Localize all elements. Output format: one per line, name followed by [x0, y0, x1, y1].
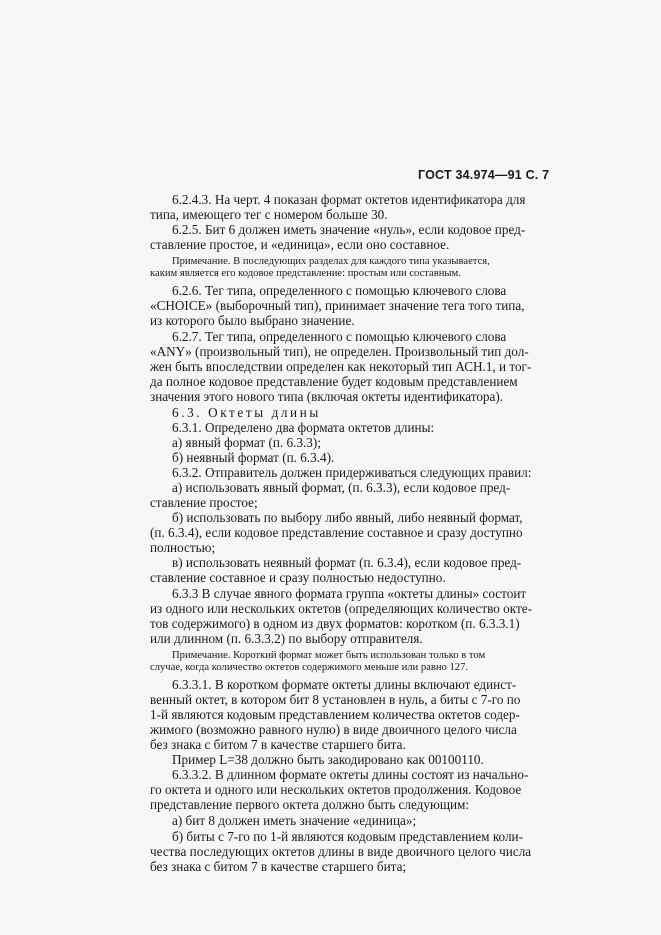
- text-line: 6.3.3 В случае явного формата группа «октеты длины» состоит: [172, 586, 527, 601]
- note-line: каким является его кодовое представление: простым или составным.: [150, 268, 461, 279]
- text-line: венный октет, в котором бит 8 установлен в нуль, а биты с 7-го по: [150, 692, 521, 707]
- text-line: 6.2.4.3. На черт. 4 показан формат октетов идентификатора для: [172, 192, 526, 207]
- list-item: а) использовать явный формат, (п. 6.3.3), если кодовое пред-: [172, 480, 511, 495]
- text-line: значения этого нового типа (включая октеты идентификатора).: [150, 389, 504, 404]
- text-line: (п. 6.3.4), если кодовое представление составное и сразу доступно: [150, 525, 523, 540]
- text-line: 6.2.7. Тег типа, определенного с помощью ключевого слова: [172, 329, 507, 344]
- text-line: типа, имеющего тег с номером больше 30.: [150, 207, 388, 222]
- text-line: из одного или нескольких октетов (определяющих количество окте-: [150, 601, 533, 616]
- page-header-standard-code: ГОСТ 34.974—91 С. 7: [418, 168, 550, 182]
- text-line: 6.3.3.2. В длинном формате октеты длины состоят из начально-: [172, 767, 529, 782]
- text-line: ставление простое, и «единица», если оно составное.: [150, 237, 450, 252]
- text-line: 6.2.6. Тег типа, определенного с помощью ключевого слова: [172, 283, 507, 298]
- list-item: а) явный формат (п. 6.3.3);: [172, 435, 321, 450]
- note-line: Примечание. В последующих разделах для каждого типа указывается,: [172, 256, 490, 267]
- list-item: а) бит 8 должен иметь значение «единица»;: [172, 813, 417, 828]
- text-line: 6.2.5. Бит 6 должен иметь значение «нуль», если кодовое пред-: [172, 222, 526, 237]
- text-line: или длинном (п. 6.3.3.2) по выбору отправителя.: [150, 631, 423, 646]
- text-line: да полное кодовое представление будет кодовым представлением: [150, 374, 518, 389]
- list-item: б) использовать по выбору либо явный, либо неявный формат,: [172, 510, 523, 525]
- text-line: жимого (возможно равного нулю) в виде двоичного целого числа: [150, 722, 517, 737]
- text-line: ставление составное и сразу полностью недоступно.: [150, 570, 446, 585]
- text-line: без знака с битом 7 в качестве старшего бита;: [150, 859, 407, 874]
- text-line: жен быть впоследствии определен как некоторый тип АСН.1, и тог-: [150, 359, 532, 374]
- text-line: «CHOICE» (выборочный тип), принимает значение тега того типа,: [150, 298, 525, 313]
- list-item: в) использовать неявный формат (п. 6.3.4), если кодовое пред-: [172, 555, 522, 570]
- text-line: из которого было выбрано значение.: [150, 313, 355, 328]
- text-line: 6.3.2. Отправитель должен придерживаться следующих правил:: [172, 465, 532, 480]
- text-line: 1-й являются кодовым представлением количества октетов содер-: [150, 707, 520, 722]
- example-line: Пример L=38 должно быть закодировано как 00100110.: [172, 752, 484, 767]
- note-line: Примечание. Короткий формат может быть использован только в том: [172, 650, 486, 661]
- note-line: случае, когда количество октетов содержимого меньше или равно 127.: [150, 662, 469, 673]
- text-line: «ANY» (произвольный тип), не определен. Произвольный тип дол-: [150, 344, 529, 359]
- list-item: б) неявный формат (п. 6.3.4).: [172, 450, 335, 465]
- text-line: ставление простое;: [150, 495, 258, 510]
- text-line: представление первого октета должно быть следующим:: [150, 797, 470, 812]
- text-line: чества последующих октетов длины в виде двоичного целого числа: [150, 844, 532, 859]
- section-heading: 6.3. Октеты длины: [172, 405, 321, 420]
- text-line: полностью;: [150, 540, 216, 555]
- text-line: 6.3.1. Определено два формата октетов длины:: [172, 420, 435, 435]
- text-line: го октета и одного или нескольких октетов продолжения. Кодовое: [150, 782, 522, 797]
- list-item: б) биты с 7-го по 1-й являются кодовым представлением коли-: [172, 829, 523, 844]
- text-line: тов содержимого) в одном из двух форматов: коротком (п. 6.3.3.1): [150, 616, 520, 631]
- text-line: без знака с битом 7 в качестве старшего бита.: [150, 737, 406, 752]
- text-line: 6.3.3.1. В коротком формате октеты длины включают единст-: [172, 677, 517, 692]
